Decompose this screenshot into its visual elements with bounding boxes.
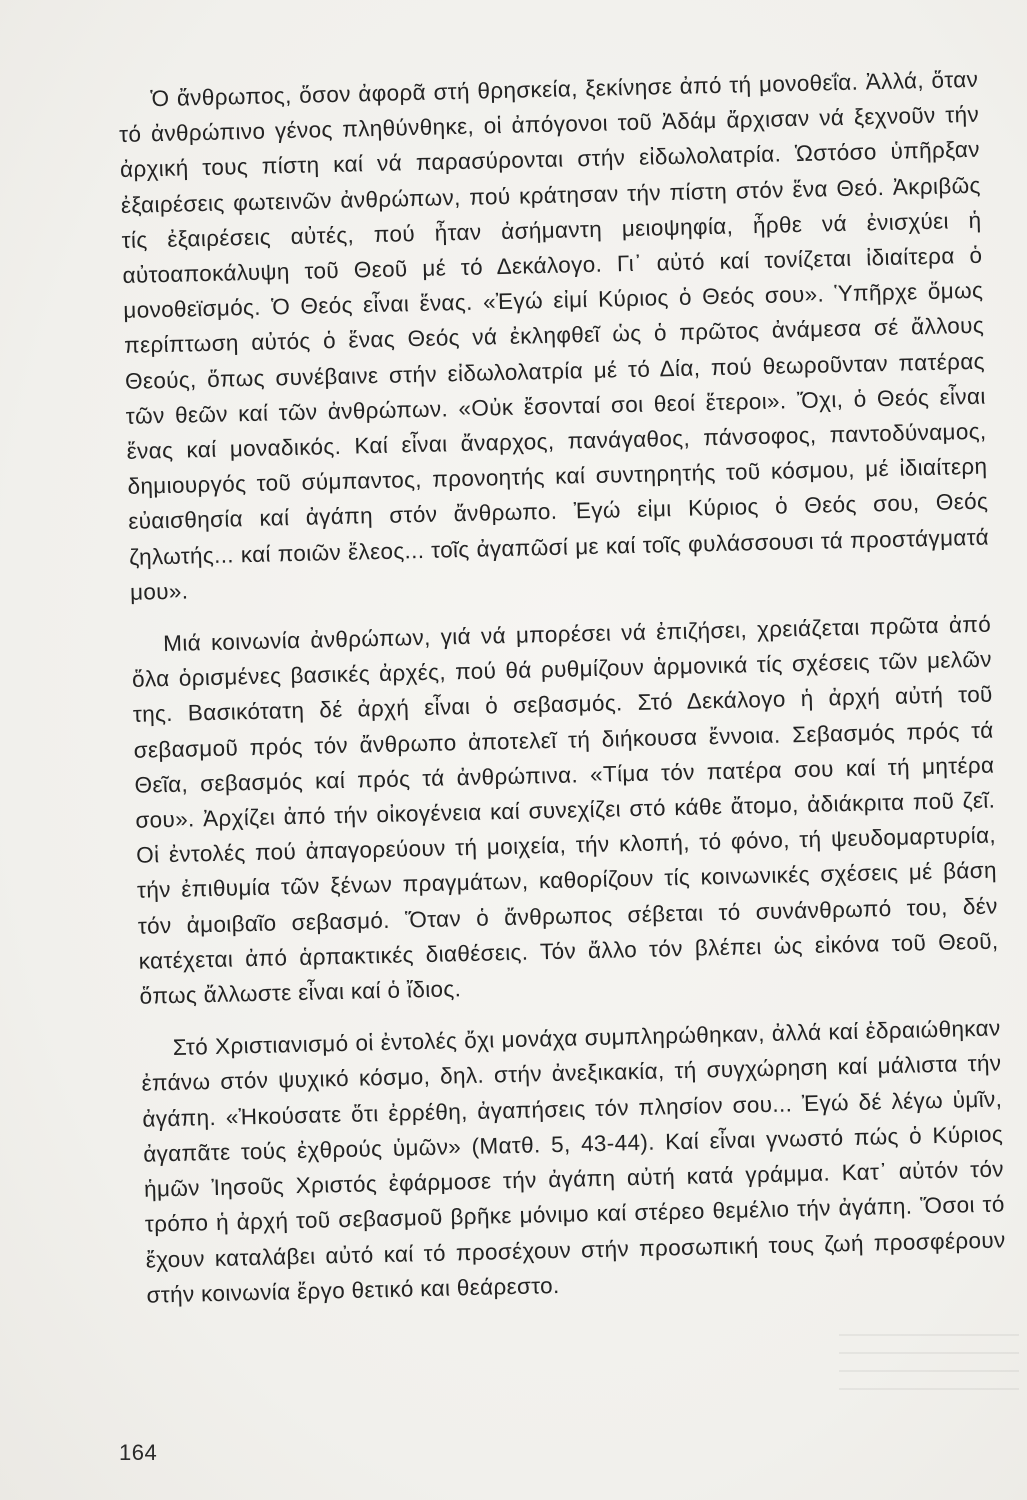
show-through-text	[839, 1330, 1019, 1390]
paragraph-monotheism: Ὁ ἄνθρωπος, ὅσον ἀφορᾶ στή θρησκεία, ξεκίνησε ἀπό τή μονοθεΐα. Ἀλλά, ὅταν τό ἀνθρώπινο γένος πληθύνθηκε, οἱ ἀπόγονοι τοῦ Ἀδάμ ἄρχισαν νά ξεχνοῦν τήν ἀρχική τους πίστη καί νά παρασύρονται στήν εἰδωλολατρία. Ὡστόσο ὑπῆρξαν ἐξαιρέσεις φωτεινῶν ἀνθρώπων, πού κράτησαν τήν πίστη στόν ἕνα Θεό. Ἀκριβῶς τίς ἐξαιρέσεις αὐτές, πού ἦταν ἀσήμαντη μειοψηφία, ἦρθε νά ἐνισχύει ἡ αὐτοαποκάλυψη τοῦ Θεοῦ μέ τό Δεκάλογο. Γι᾽ αὐτό καί τονίζεται ἰδιαίτερα ὁ μονοθεϊσμός. Ὁ Θεός εἶναι ἕνας. «Ἐγώ εἰμί Κύριος ὁ Θεός σου». Ὑπῆρχε ὅμως περίπτωση αὐτός ὁ ἕνας Θεός νά ἐκληφθεῖ ὡς ὁ πρῶτος ἀνάμεσα σέ ἄλλους Θεούς, ὅπως συνέβαινε στήν εἰδωλολατρία μέ τό Δία, πού θεωροῦνταν πατέρας τῶν θεῶν καί τῶν ἀνθρώπων. «Οὐκ ἔσονταί σοι θεοί ἕτεροι». Ὄχι, ὁ Θεός εἶναι ἕνας καί μοναδικός. Καί εἶναι ἄναρχος, πανάγαθος, πάνσοφος, παντοδύναμος, δημιουργός τοῦ σύμπαντος, προνοητής καί συντηρητής τοῦ κόσμου, μέ ἰδιαίτερη εὐαισθησία καί ἀγάπη στόν ἄνθρωπο. Ἐγώ εἰμι Κύριος ὁ Θεός σου, Θεός ζηλωτής... καί ποιῶν ἔλεος... τοῖς ἀγαπῶσί με καί τοῖς φυλάσσουσι τά προστάγματά μου».	[118, 66, 990, 605]
page-number: 164	[119, 1440, 158, 1465]
body-text	[118, 62, 1007, 1313]
paragraph-respect: Μιά κοινωνία ἀνθρώπων, γιά νά μπορέσει νά ἐπιζήσει, χρειάζεται πρῶτα ἀπό ὅλα ὁρισμένες βασικές ἀρχές, πού θά ρυθμίζουν ἁρμονικά τίς σχέσεις τῶν μελῶν της. Βασικότατη δέ ἀρχή εἶναι ὁ σεβασμός. Στό Δεκάλογο ἡ ἀρχή αὐτή τοῦ σεβασμοῦ πρός τόν ἄνθρωπο ἀποτελεῖ τή διήκουσα ἔννοια. Σεβασμός πρός τά Θεῖα, σεβασμός καί πρός τά ἀνθρώπινα. «Τίμα τόν πατέρα σου καί τή μητέρα σου». Ἀρχίζει ἀπό τήν οἰκογένεια καί συνεχίζει στό κάθε ἄτομο, ἀδιάκριτα ποῦ ζεῖ. Οἱ ἐντολές πού ἀπαγορεύουν τή μοιχεία, τήν κλοπή, τό φόνο, τή ψευδομαρτυρία, τήν ἐπιθυμία τῶν ξένων πραγμάτων, καθορίζουν τίς κοινωνικές σχέσεις μέ βάση τόν ἀμοιβαῖο σεβασμό. Ὅταν ὁ ἄνθρωπος σέβεται τό συνάνθρωπό του, δέν κατέχεται ἀπό ἁρπακτικές διαθέσεις. Τόν ἄλλο τόν βλέπει ὡς εἰκόνα τοῦ Θεοῦ, ὅπως ἄλλωστε εἶναι καί ὁ ἴδιος.	[131, 611, 999, 1009]
paragraph-christianity: Στό Χριστιανισμό οἱ ἐντολές ὄχι μονάχα συμπληρώθηκαν, ἀλλά καί ἑδραιώθηκαν ἐπάνω στόν ψυχικό κόσμο, δηλ. στήν ἀνεξικακία, τή συγχώρηση καί μάλιστα τήν ἀγάπη. «Ἠκούσατε ὅτι ἐρρέθη, ἀγαπήσεις τόν πλησίον σου... Ἐγώ δέ λέγω ὑμῖν, ἀγαπᾶτε τούς ἐχθρούς ὑμῶν» (Ματθ. 5, 43-44). Καί εἶναι γνωστό πώς ὁ Κύριος ἡμῶν Ἰησοῦς Χριστός ἐφάρμοσε τήν ἀγάπη αὐτή κατά γράμμα. Κατ᾽ αὐτόν τόν τρόπο ἡ ἀρχή τοῦ σεβασμοῦ βρῆκε μόνιμο καί στέρεο θεμέλιο τήν ἀγάπη. Ὅσοι τό ἔχουν καταλάβει αὐτό καί τό προσέχουν στήν προσωπική τους ζωή προσφέρουν στήν κοινωνία ἔργο θετικό και θεάρεστο.	[141, 1015, 1006, 1308]
